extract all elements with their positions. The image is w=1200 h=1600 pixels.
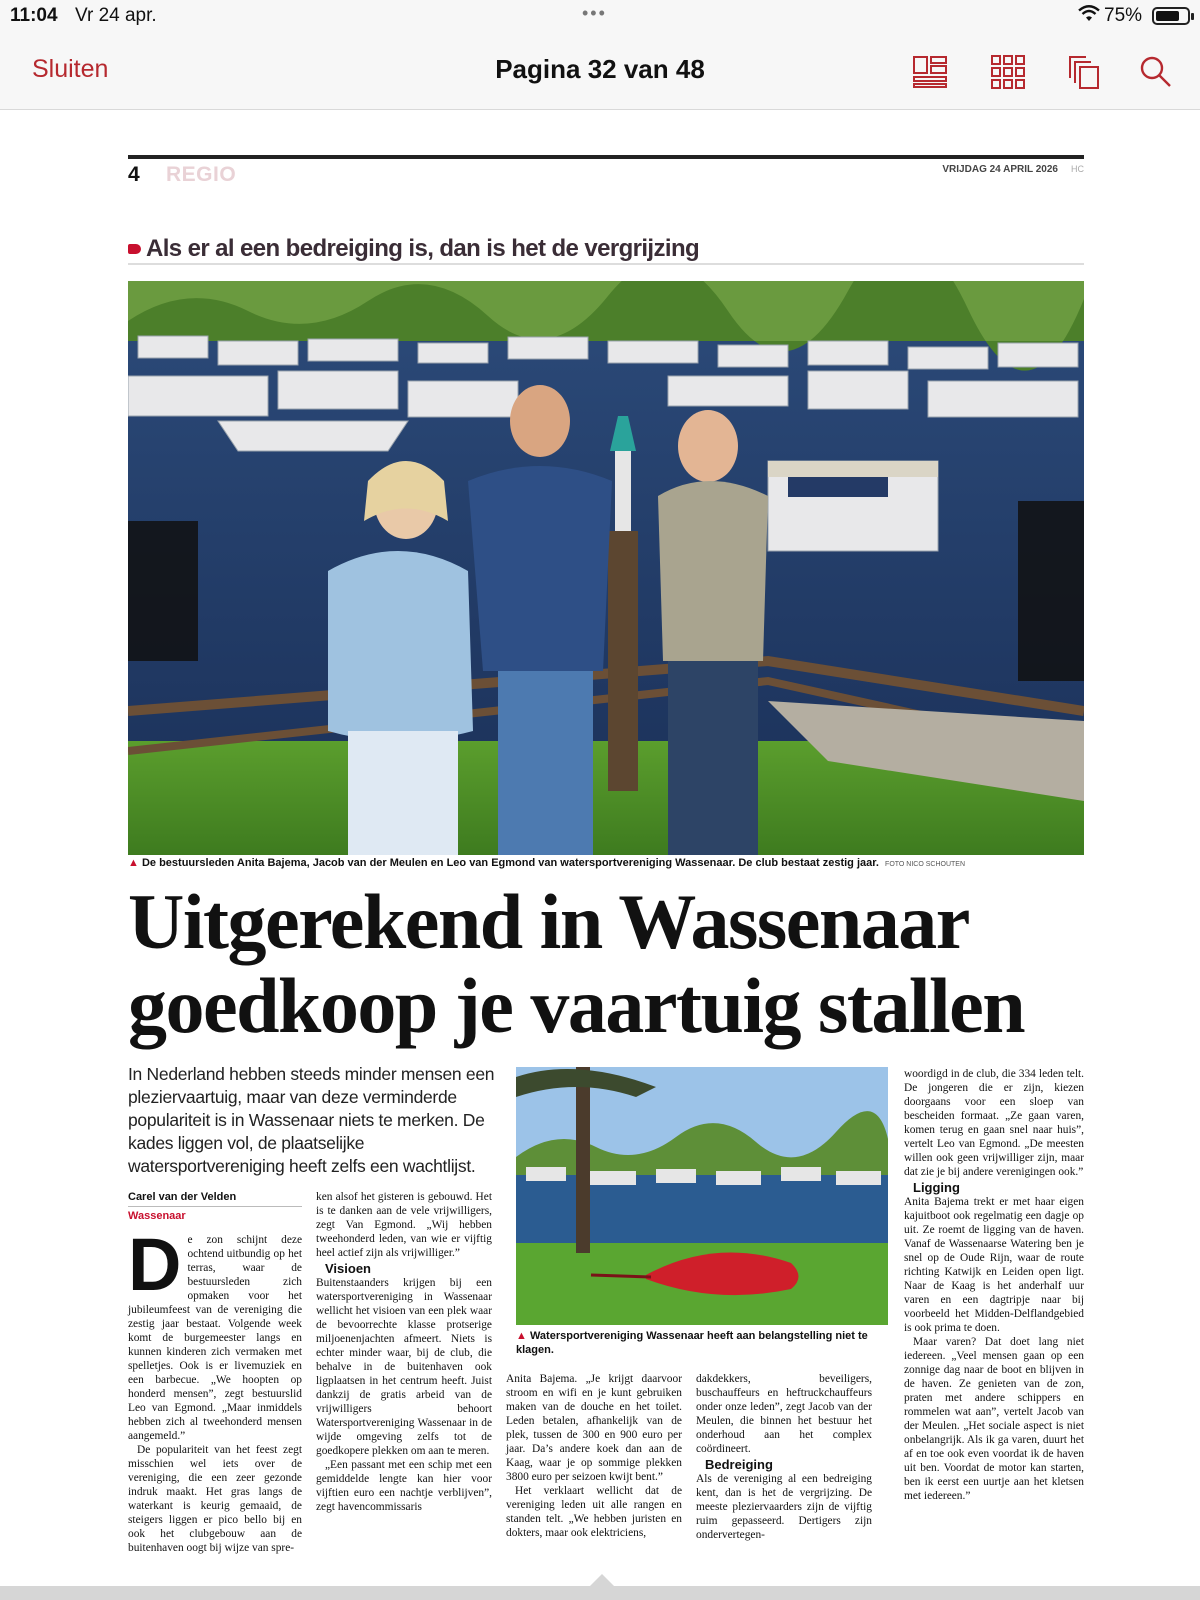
paragraph: De populariteit van het feest zegt misschien wel iets over de vereniging, die een zeer gezonde indruk maakt. Het gras langs de waterkant is keurig gemaaid, de steigers liggen er pico bello bij en ook het clubgebouw aan de buitenhaven oogt bij wijze van spre- (128, 1444, 302, 1554)
wifi-icon (1078, 5, 1100, 23)
caption-triangle-icon: ▲ (516, 1330, 530, 1342)
article-column-4 (696, 1372, 872, 1542)
kicker-marker-icon (128, 244, 141, 254)
paragraph: dakdekkers, beveiligers, buschauffeurs en heftruckchauffeurs onder onze leden”, zegt Jacob van der Meulen, die binnen het bestuur het onderhoud aan het complex coördineert. (696, 1373, 872, 1455)
grid-icon[interactable] (990, 54, 1026, 90)
newspaper-page[interactable] (128, 155, 1084, 1555)
page-number: 4 (128, 163, 140, 186)
section-label: REGIO (166, 163, 237, 186)
status-bar (0, 0, 1200, 32)
paragraph: Anita Bajema trekt er met haar eigen kajuitboot ook regelmatig een dagje op uit. Ze roemt de ligging van de haven. Vanaf de Wassenaarse Watering ben je snel op de Oude Rijn, waar de route richting Katwijk en Leiden open ligt. Naar de Kaag is het anderhalf uur varen en een dagtripje naar bij voorbeeld het Midden-Delflandgebied is ook prima te doen. (904, 1196, 1084, 1334)
headline (128, 880, 1084, 1048)
main-photo (128, 281, 1084, 855)
page-date: VRIJDAG 24 APRIL 2026 (942, 164, 1058, 175)
multitasking-dots-icon[interactable]: ••• (582, 3, 607, 23)
paragraph: Als de vereniging al een bedreiging kent, dan is het de vergrijzing. De meeste pleziervaarders zijn de vijftig ruim gepasseerd. Dertigers zijn ondervertegen- (696, 1473, 872, 1541)
page-top-rule (128, 155, 1084, 159)
subheading-visioen: Visioen (325, 1261, 372, 1276)
subheading-ligging: Ligging (913, 1180, 960, 1195)
article-column-2 (316, 1190, 492, 1514)
headline-line-2: goedkoop je vaartuig stallen (128, 962, 1025, 1049)
photo-caption (128, 857, 1084, 869)
kicker-text: Als er al een bedreiging is, dan is het de vergrijzing (146, 235, 700, 262)
edition-code: HC (1071, 164, 1084, 174)
status-date: Vr 24 apr. (75, 5, 157, 26)
drop-cap: D (128, 1223, 182, 1306)
paragraph: ken alsof het gisteren is gebouwd. Het is te danken aan de vele vrijwilligers, zegt Van Egmond. „Wij hebben tweehonderd leden, van wie er vijftig heel actief zijn als vrijwilliger.” (316, 1191, 492, 1259)
page-scrubber[interactable] (0, 1586, 1200, 1600)
photo-caption-text: De bestuursleden Anita Bajema, Jacob van der Meulen en Leo van Egmond van watersportvereniging Wassenaar. De club bestaat zestig jaar. (141, 857, 879, 869)
article-column-1 (128, 1190, 302, 1555)
byline: Carel van der Velden (128, 1190, 302, 1207)
paragraph: Het verklaart wellicht dat de vereniging leden uit alle rangen en standen telt. „We hebben juristen en dokters, maar ook elektriciens, (506, 1485, 682, 1539)
close-button[interactable]: Sluiten (32, 55, 109, 83)
article-column-3 (506, 1372, 682, 1540)
reader-toolbar (0, 32, 1200, 110)
status-time: 11:04 (10, 5, 58, 26)
headline-line-1: Uitgerekend in Wassenaar (128, 878, 969, 965)
photo-credit: FOTO NICO SCHOUTEN (885, 861, 966, 868)
subheading-bedreiging: Bedreiging (705, 1457, 773, 1472)
page-indicator: Pagina 32 van 48 (495, 54, 705, 84)
page-layout-icon[interactable] (912, 54, 948, 90)
paragraph: e zon schijnt deze ochtend uitbundig op het terras, waar de bestuursleden zich opmaken voor het jubileumfeest van de vereniging die zestig jaar bestaat. Volgende week komt de burgemeester langs en kunnen kinderen zich vermaken met spelletjes. Ook is er livemuziek en een barbecue. „We hoopten op honderd mensen”, zegt bestuurslid Leo van Egmond. „Maar inmiddels hebben zich al tweehonderd mensen aangemeld.” (128, 1234, 302, 1442)
paragraph: „Een passant met een schip met een gemiddelde lengte kan hier voor vijftien euro een nachtje verblijven”, zegt havencommissaris (316, 1459, 492, 1513)
article-intro: In Nederland hebben steeds minder mensen een pleziervaartuig, maar van deze verminderde populariteit is in Wassenaar niets te merken. De kades liggen vol, de plaatselijke watersportvereniging heeft zelfs een wachtlijst. (128, 1064, 495, 1176)
paragraph: Maar varen? Dat doet lang niet iedereen. „Veel mensen gaan op een zonnige dag naar de boot en blijven in de haven. Ze genieten van de zon, praten met andere schippers en rommelen wat aan”, vertelt Jacob van der Meulen. „Het sociale aspect is niet onbelangrijk. Als ik ga varen, duurt het af en toe ook even voordat ik de haven uit ben. Voordat de motor kan starten, ben ik eerst een uurtje aan het kletsen met iedereen.” (904, 1336, 1084, 1502)
paragraph: Anita Bajema. „Je krijgt daarvoor stroom en wifi en je kunt gebruiken maken van de douche en het toilet. Leden betalen, afhankelijk van de plek, tussen de 300 en 900 euro per jaar. Da’s andere koek dan aan de Kaag, waar je op sommige plekken 3800 euro per seizoen kwijt bent.” (506, 1373, 682, 1483)
battery-percentage: 75% (1104, 5, 1143, 26)
secondary-photo (516, 1067, 888, 1325)
battery-icon (1152, 7, 1190, 25)
paragraph: Buitenstaanders krijgen bij een watersportvereniging in Wassenaar wellicht het visioen van een plek waar de bevoorrechte klasse protserige miljoenenjachten afmeert. Niets is echter minder waar, bij de club, die behalve in de buitenhaven ook ligplaatsen in het centrum heeft. Juist dankzij de gratis arbeid van de vrijwilligers behoort Watersportvereniging Wassenaar in de wijde omgeving zelfs tot de goedkopere plekken om aan te meren. (316, 1277, 492, 1457)
article-column-5 (904, 1067, 1084, 1503)
caption-triangle-icon: ▲ (128, 857, 142, 869)
dateline-place: Wassenaar (128, 1210, 186, 1222)
paragraph: woordigd in de club, die 334 leden telt. De jongeren die er zijn, kiezen doorgaans voor een sloep van bescheiden formaat. „Ze gaan varen, komen terug en gaan snel naar huis”, vertelt Leo van Egmond. „De meesten willen ook geen vrijwilliger zijn, maar dat zie je bij andere verenigingen ook.” (904, 1068, 1084, 1178)
search-icon[interactable] (1138, 54, 1174, 90)
pages-copy-icon[interactable] (1066, 54, 1102, 90)
kicker (128, 235, 1084, 265)
secondary-photo-caption (516, 1329, 888, 1357)
secondary-photo-caption-text: Watersportvereniging Wassenaar heeft aan belangstelling niet te klagen. (516, 1330, 868, 1356)
